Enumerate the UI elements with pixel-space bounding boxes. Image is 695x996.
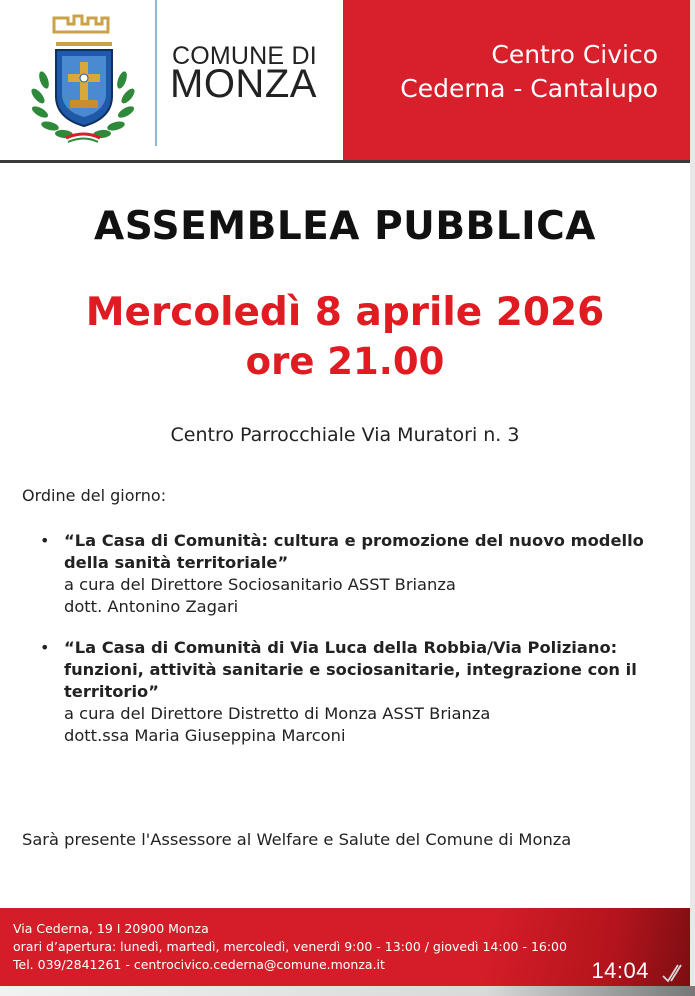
chat-bubble-bottom <box>0 986 695 996</box>
message-timestamp: 14:04 <box>591 958 649 983</box>
attendance-note: Sarà presente l'Assessore al Welfare e Salute del Comune di Monza <box>22 830 572 849</box>
agenda-label: Ordine del giorno: <box>22 486 167 505</box>
agenda-speaker: dott. Antonino Zagari <box>64 597 239 616</box>
municipality-label: COMUNE DI <box>172 42 317 70</box>
event-time: ore 21.00 <box>245 340 445 383</box>
civic-center-name <box>400 38 658 106</box>
agenda-topic: “La Casa di Comunità di Via Luca della Robbia/Via Poliziano: funzioni, attività sanitarie e sociosanitarie, integrazione con il territorio” <box>64 638 637 701</box>
header-rule <box>0 160 690 163</box>
municipality-name: MONZA <box>170 62 317 106</box>
event-date: Mercoledì 8 aprile 2026 <box>85 290 605 335</box>
header-divider <box>155 0 157 146</box>
footer-info <box>13 920 567 974</box>
civic-center-line2: Cederna - Cantalupo <box>400 74 658 103</box>
bullet-icon: • <box>40 531 50 550</box>
civic-center-line1: Centro Civico <box>491 40 658 69</box>
civic-center-banner <box>343 0 690 160</box>
agenda-list <box>38 530 668 766</box>
event-title: ASSEMBLEA PUBBLICA <box>94 204 596 249</box>
footer-address: Via Cederna, 19 I 20900 Monza <box>13 921 209 936</box>
footer-contact: Tel. 039/2841261 - centrocivico.cederna@comune.monza.it <box>13 957 385 972</box>
agenda-presenter-role: a cura del Direttore Distretto di Monza ASST Brianza <box>64 704 491 723</box>
chat-bubble-edge <box>690 0 695 996</box>
logo-area <box>0 0 342 162</box>
flyer-header <box>0 0 690 162</box>
footer-hours: orari d’apertura: lunedì, martedì, mercoledì, venerdì 9:00 - 13:00 / giovedì 14:00 - 16:00 <box>13 939 567 954</box>
bullet-icon: • <box>40 638 50 657</box>
event-venue: Centro Parrocchiale Via Muratori n. 3 <box>170 424 520 446</box>
agenda-item <box>38 637 668 747</box>
agenda-presenter-role: a cura del Direttore Sociosanitario ASST Brianza <box>64 575 456 594</box>
monza-coat-of-arms-icon <box>22 10 144 150</box>
flyer-footer <box>0 908 690 986</box>
agenda-topic: “La Casa di Comunità: cultura e promozione del nuovo modello della sanità territoriale” <box>64 531 644 572</box>
agenda-speaker: dott.ssa Maria Giuseppina Marconi <box>64 726 346 745</box>
double-check-icon <box>661 962 691 984</box>
agenda-item <box>38 530 668 618</box>
